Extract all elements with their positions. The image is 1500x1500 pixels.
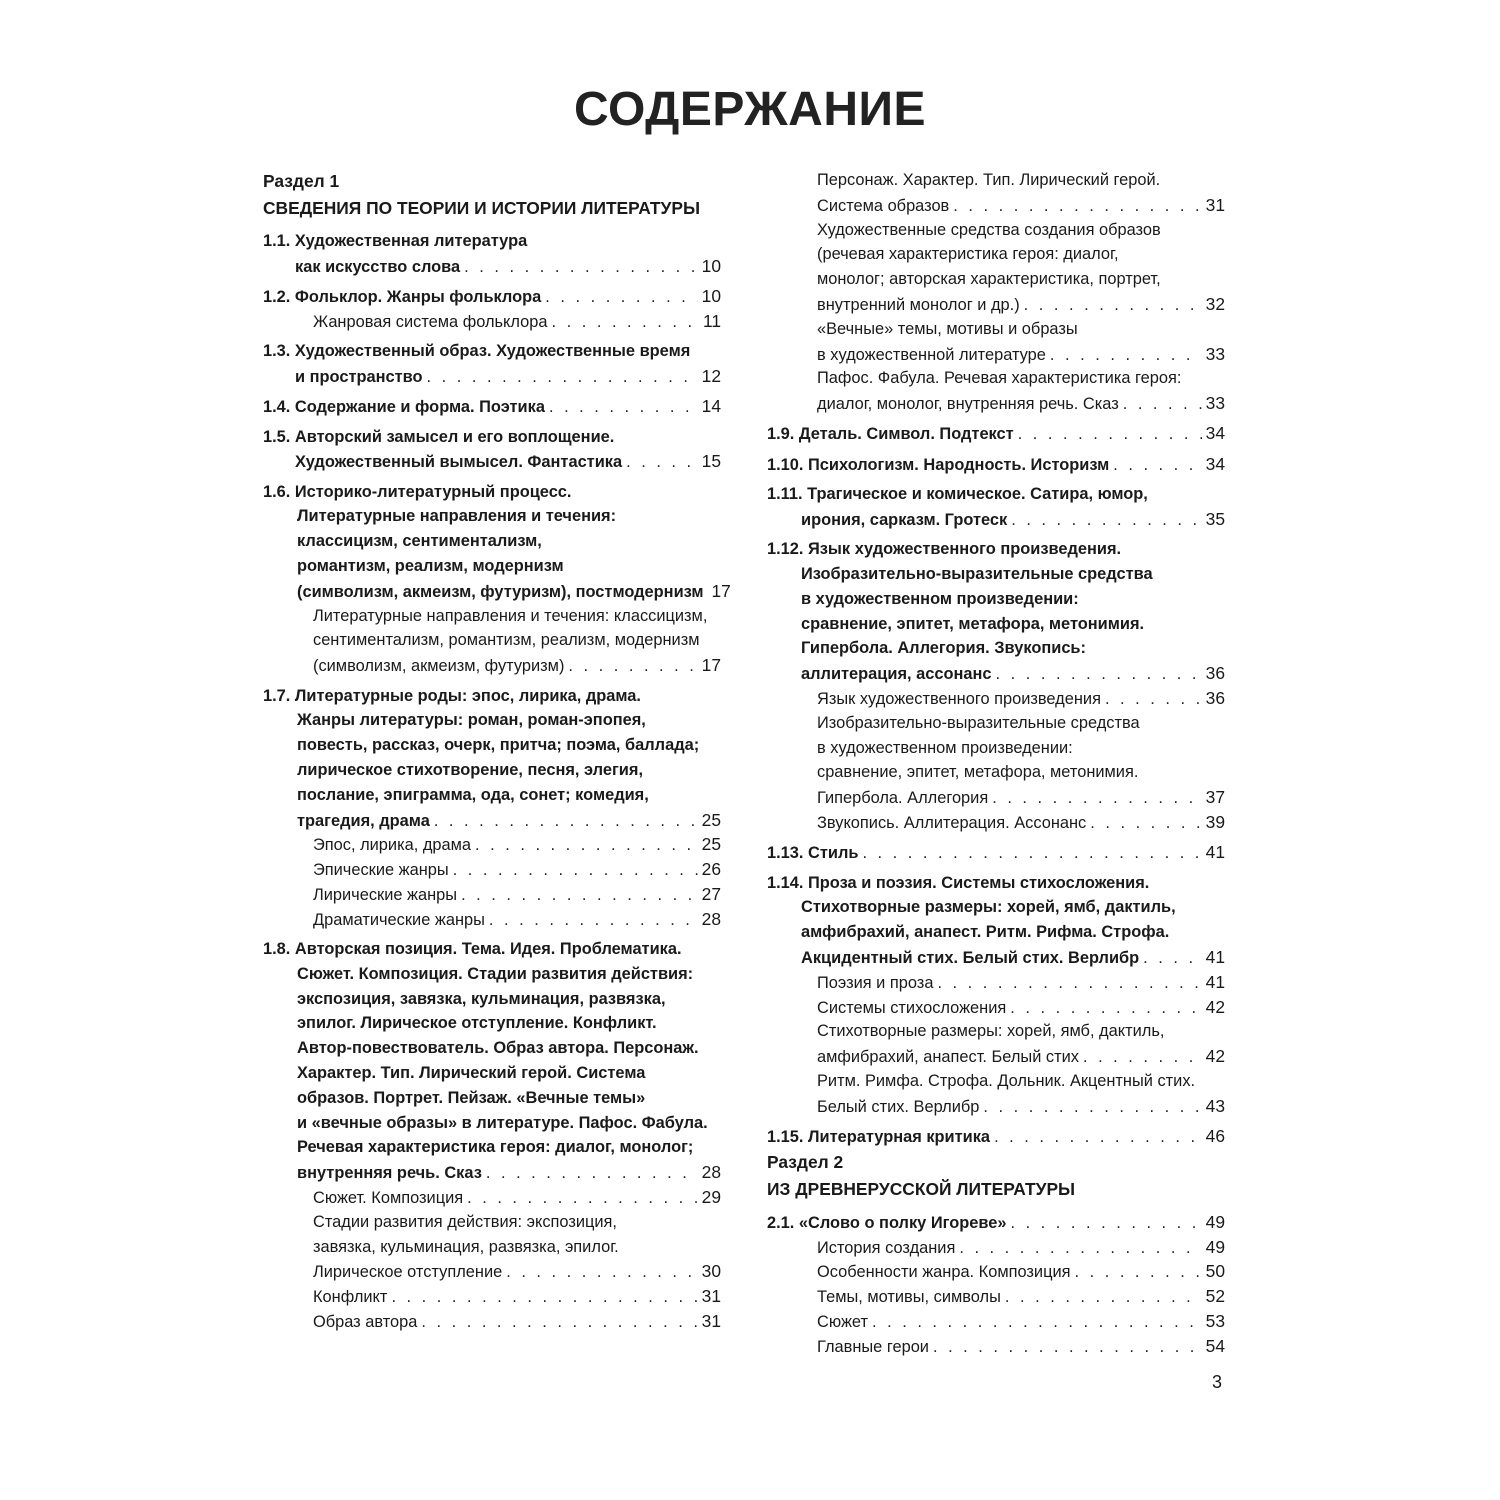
entry-text: Особенности жанра. Композиция [817, 1263, 1071, 1282]
section-title: СВЕДЕНИЯ ПО ТЕОРИИ И ИСТОРИИ ЛИТЕРАТУРЫ [263, 198, 700, 218]
dot-leader [626, 450, 698, 475]
entry-text: послание, эпиграмма, ода, сонет; комедия, [297, 785, 649, 804]
entry-text: (символизм, акмеизм, футуризм) [313, 657, 565, 676]
toc-entry[interactable] [263, 284, 721, 309]
dot-leader [1011, 508, 1201, 533]
entry-text: трагедия, драма [297, 811, 430, 830]
entry-text: Автор-повествователь. Образ автора. Персонаж. [297, 1039, 699, 1058]
dot-leader [1010, 996, 1201, 1021]
entry-text: эпилог. Лирическое отступление. Конфликт. [297, 1014, 657, 1033]
entry-text: Образ автора [313, 1312, 418, 1331]
dot-leader [421, 1310, 697, 1335]
dot-leader [959, 1236, 1201, 1261]
toc-entry[interactable] [263, 937, 721, 1185]
dot-leader [1090, 811, 1201, 836]
page-ref: 41 [1205, 842, 1225, 863]
page-ref: 41 [1205, 946, 1225, 967]
entry-text: Литературные направления и течения: классицизм, [313, 606, 708, 625]
entry-text: Акцидентный стих. Белый стих. Верлибр [801, 948, 1140, 967]
dot-leader [1018, 422, 1202, 447]
dot-leader [862, 841, 1201, 866]
page-ref: 53 [1205, 1310, 1225, 1331]
entry-text: 1.14. Проза и поэзия. Системы стихосложения. [767, 873, 1150, 892]
entry-text: образов. Портрет. Пейзаж. «Вечные темы» [297, 1088, 646, 1107]
entry-text: монолог; авторская характеристика, портрет, [817, 270, 1161, 289]
dot-leader [1143, 946, 1201, 971]
section-heading [263, 168, 721, 229]
entry-text: Изобразительно-выразительные средства [817, 713, 1140, 732]
page-number: 3 [1212, 1372, 1223, 1392]
entry-text: Пафос. Фабула. Речевая характеристика героя: [817, 369, 1182, 388]
dot-leader [953, 194, 1201, 219]
entry-text: Стихотворные размеры: хорей, ямб, дактиль, [801, 898, 1176, 917]
entry-text: Главные герои [817, 1337, 929, 1356]
dot-leader [545, 285, 697, 310]
page-ref: 39 [1205, 811, 1225, 832]
page-ref: 28 [701, 908, 721, 929]
entry-text: Конфликт [313, 1288, 388, 1307]
toc-entry[interactable] [263, 394, 721, 419]
page-ref: 54 [1205, 1335, 1225, 1356]
dot-leader [427, 365, 698, 390]
entry-text: как искусство слова [295, 257, 461, 276]
dot-leader [475, 833, 698, 858]
entry-text: амфибрахий, анапест. Ритм. Рифма. Строфа. [801, 923, 1170, 942]
entry-text: внутренняя речь. Сказ [297, 1164, 482, 1183]
section-label: Раздел 2 [767, 1151, 844, 1172]
toc-subentry[interactable] [263, 1210, 721, 1284]
toc-subentry[interactable] [263, 604, 721, 678]
page-ref: 12 [701, 365, 721, 386]
dot-leader [933, 1335, 1202, 1360]
toc-subentry[interactable] [767, 168, 1225, 218]
entry-text: аллитерация, ассонанс [801, 665, 992, 684]
toc-right-column [767, 168, 1225, 1359]
toc-entry[interactable] [263, 425, 721, 475]
toc-subentry[interactable] [263, 1185, 721, 1210]
dot-leader [1075, 1260, 1202, 1285]
dot-leader [568, 654, 697, 679]
page-ref: 36 [1205, 687, 1225, 708]
entry-text: 1.9. Деталь. Символ. Подтекст [767, 425, 1014, 444]
dot-leader [1105, 687, 1202, 712]
page-ref: 36 [1205, 663, 1225, 684]
page-ref: 10 [701, 255, 721, 276]
entry-text: 1.4. Содержание и форма. Поэтика [263, 398, 545, 417]
entry-text: Художественные средства создания образов [817, 220, 1161, 239]
toc-entry[interactable] [263, 229, 721, 279]
entry-text: сравнение, эпитет, метафора, метонимия. [801, 614, 1145, 633]
page-ref: 49 [1205, 1236, 1225, 1257]
toc-entry[interactable] [263, 339, 721, 389]
section-heading [767, 1149, 1225, 1210]
entry-text: в художественном произведении: [801, 589, 1079, 608]
dot-leader [461, 883, 698, 908]
entry-text: Художественный вымысел. Фантастика [295, 453, 623, 472]
entry-text: 1.12. Язык художественного произведения. [767, 540, 1122, 559]
dot-leader [992, 786, 1201, 811]
page-ref: 30 [701, 1261, 721, 1282]
page-ref: 25 [701, 809, 721, 830]
toc-subentry[interactable] [767, 810, 1225, 835]
entry-text: Эпические жанры [313, 861, 449, 880]
toc-subentry[interactable] [263, 832, 721, 857]
entry-text: Поэзия и проза [817, 973, 934, 992]
entry-text: Белый стих. Верлибр [817, 1097, 980, 1116]
entry-text: Стихотворные размеры: хорей, ямб, дактиль, [817, 1022, 1165, 1041]
entry-text: Гипербола. Аллегория [817, 789, 989, 808]
toc-entry[interactable] [767, 871, 1225, 970]
entry-text: внутренний монолог и др.) [817, 295, 1020, 314]
page-ref: 52 [1205, 1286, 1225, 1307]
dot-leader [1010, 1211, 1201, 1236]
toc-left-column [263, 168, 731, 1334]
dot-leader [1005, 1285, 1202, 1310]
entry-text: повесть, рассказ, очерк, притча; поэма, баллада; [297, 736, 700, 755]
entry-text: 1.1. Художественная литература [263, 232, 528, 250]
toc-subentry[interactable] [263, 1284, 721, 1309]
entry-text: Персонаж. Характер. Тип. Лирический герой. [817, 171, 1161, 189]
entry-text: 1.2. Фольклор. Жанры фольклора [263, 288, 542, 307]
dot-leader [994, 1125, 1202, 1150]
toc-entry[interactable] [767, 452, 1225, 477]
toc-subentry[interactable] [263, 882, 721, 907]
entry-text: амфибрахий, анапест. Белый стих [817, 1048, 1079, 1067]
page-ref: 28 [701, 1162, 721, 1183]
entry-text: 1.3. Художественный образ. Художественные время [263, 342, 691, 361]
page-ref: 10 [701, 286, 721, 307]
entry-text: Изобразительно-выразительные средства [801, 564, 1153, 583]
entry-text: Гипербола. Аллегория. Звукопись: [801, 639, 1086, 658]
entry-text: и пространство [295, 367, 423, 386]
toc-subentry[interactable] [767, 686, 1225, 711]
toc-entry[interactable] [767, 537, 1225, 686]
entry-text: сентиментализм, романтизм, реализм, модернизм [313, 631, 700, 650]
page-ref: 15 [701, 451, 721, 472]
toc-subentry[interactable] [767, 711, 1225, 810]
dot-leader [872, 1310, 1202, 1335]
page-ref: 17 [701, 655, 721, 676]
page-ref: 49 [1205, 1211, 1225, 1232]
page-ref: 33 [1205, 393, 1225, 414]
entry-text: «Вечные» темы, мотивы и образы [817, 319, 1078, 338]
entry-text: Звукопись. Аллитерация. Ассонанс [817, 813, 1087, 832]
section-label: Раздел 1 [263, 171, 340, 191]
page-ref: 50 [1205, 1261, 1225, 1282]
page-ref: 11 [702, 310, 721, 331]
entry-text: завязка, кульминация, развязка, эпилог. [313, 1237, 619, 1256]
dot-leader [391, 1285, 697, 1310]
entry-text: 1.6. Историко-литературный процесс. [263, 482, 572, 501]
page-ref: 27 [701, 883, 721, 904]
entry-text: 1.5. Авторский замысел и его воплощение. [263, 427, 615, 446]
page-ref: 42 [1205, 996, 1225, 1017]
toc-subentry[interactable] [767, 317, 1225, 367]
entry-text: Сюжет. Композиция. Стадии развития действия: [297, 964, 694, 983]
dot-leader [1083, 1045, 1202, 1070]
toc-entry[interactable] [263, 684, 721, 833]
dot-leader [983, 1095, 1201, 1120]
page-ref: 37 [1205, 787, 1225, 808]
toc-entry[interactable] [767, 840, 1225, 865]
dot-leader [1024, 293, 1202, 318]
toc-subentry[interactable] [767, 366, 1225, 416]
entry-text: ирония, сарказм. Гротеск [801, 510, 1008, 529]
toc-entry[interactable] [767, 1210, 1225, 1235]
entry-text: сравнение, эпитет, метафора, метонимия. [817, 763, 1139, 782]
entry-text: История создания [817, 1238, 956, 1257]
dot-leader [434, 809, 698, 834]
entry-text: 1.13. Стиль [767, 844, 859, 863]
toc-subentry[interactable] [263, 857, 721, 882]
toc-subentry[interactable] [767, 1235, 1225, 1260]
dot-leader [467, 1186, 698, 1211]
entry-text: Лирическое отступление [313, 1263, 503, 1282]
toc-subentry[interactable] [767, 1284, 1225, 1309]
entry-text: Сюжет [817, 1312, 868, 1331]
toc-entry[interactable] [767, 482, 1225, 532]
dot-leader [1113, 453, 1201, 478]
dot-leader [486, 1161, 698, 1186]
section-title: ИЗ ДРЕВНЕРУССКОЙ ЛИТЕРАТУРЫ [767, 1178, 1076, 1199]
page-ref: 31 [1205, 194, 1225, 215]
toc-subentry[interactable] [263, 309, 721, 334]
entry-text: Речевая характеристика героя: диалог, монолог; [297, 1138, 694, 1157]
entry-text: Характер. Тип. Лирический герой. Система [297, 1064, 646, 1082]
entry-text: романтизм, реализм, модернизм [297, 557, 564, 576]
page-ref: 43 [1205, 1095, 1225, 1116]
toc-subentry[interactable] [767, 1334, 1225, 1359]
page-ref: 31 [701, 1286, 721, 1307]
dot-leader [453, 858, 698, 883]
toc-subentry[interactable] [767, 1259, 1225, 1284]
toc-subentry[interactable] [263, 907, 721, 932]
entry-text: экспозиция, завязка, кульминация, развязка, [297, 989, 666, 1008]
dot-leader [937, 971, 1201, 996]
entry-text: Ритм. Римфа. Строфа. Дольник. Акцентный стих. [817, 1071, 1196, 1090]
entry-text: Жанровая система фольклора [313, 312, 548, 331]
page-ref: 17 [711, 580, 731, 601]
entry-text: 1.10. Психологизм. Народность. Историзм [767, 455, 1110, 474]
dot-leader [552, 310, 699, 335]
entry-text: классицизм, сентиментализм, [297, 532, 542, 551]
page-ref: 41 [1205, 971, 1225, 992]
page-title: СОДЕРЖАНИЕ [574, 83, 926, 136]
toc-subentry[interactable] [767, 970, 1225, 995]
entry-text: в художественном произведении: [817, 738, 1073, 757]
toc-subentry[interactable] [767, 1069, 1225, 1119]
page-ref: 46 [1205, 1125, 1225, 1146]
toc-entry[interactable] [263, 480, 731, 604]
dot-leader [489, 908, 698, 933]
dot-leader [1123, 392, 1202, 417]
dot-leader [549, 395, 698, 420]
entry-text: Лирические жанры [313, 885, 458, 904]
page-ref: 29 [701, 1186, 721, 1207]
entry-text: 1.7. Литературные роды: эпос, лирика, драма. [263, 686, 641, 705]
dot-leader [1050, 343, 1202, 368]
entry-text: Система образов [817, 196, 950, 215]
entry-text: (символизм, акмеизм, футуризм), постмодернизм [297, 582, 704, 601]
page-ref: 34 [1205, 453, 1225, 474]
page-ref: 33 [1205, 343, 1225, 364]
entry-text: Сюжет. Композиция [313, 1188, 464, 1207]
toc-subentry[interactable] [767, 1309, 1225, 1334]
toc-subentry[interactable] [263, 1309, 721, 1334]
entry-text: Темы, мотивы, символы [817, 1288, 1001, 1307]
page-ref: 26 [701, 859, 721, 880]
entry-text: Системы стихосложения [817, 998, 1007, 1017]
entry-text: лирическое стихотворение, песня, элегия, [297, 760, 643, 779]
entry-text: 1.11. Трагическое и комическое. Сатира, юмор, [767, 485, 1148, 504]
dot-leader [506, 1260, 697, 1285]
toc-subentry[interactable] [767, 1019, 1225, 1069]
page-ref: 31 [701, 1310, 721, 1331]
page-ref: 42 [1205, 1046, 1225, 1067]
entry-text: Литературные направления и течения: [297, 507, 617, 526]
page-ref: 35 [1205, 508, 1225, 529]
page-ref: 14 [701, 396, 721, 417]
entry-text: Эпос, лирика, драма [313, 836, 472, 855]
toc-entry[interactable] [767, 421, 1225, 446]
entry-text: 2.1. «Слово о полку Игореве» [767, 1213, 1007, 1232]
entry-text: Язык художественного произведения [817, 689, 1101, 708]
page-ref: 34 [1205, 423, 1225, 444]
entry-text: диалог, монолог, внутренняя речь. Сказ [817, 395, 1119, 414]
entry-text: Стадии развития действия: экспозиция, [313, 1212, 617, 1231]
entry-text: (речевая характеристика героя: диалог, [817, 245, 1119, 264]
entry-text: в художественной литературе [817, 345, 1046, 364]
toc-subentry[interactable] [767, 218, 1225, 317]
dot-leader [996, 662, 1202, 687]
entry-text: 1.15. Литературная критика [767, 1127, 991, 1146]
entry-text: и «вечные образы» в литературе. Пафос. Фабула. [297, 1113, 708, 1132]
entry-text: Драматические жанры [313, 910, 485, 929]
entry-text: 1.8. Авторская позиция. Тема. Идея. Проблематика. [263, 940, 682, 959]
entry-text: Жанры литературы: роман, роман-эпопея, [297, 711, 646, 730]
toc-entry[interactable] [767, 1124, 1225, 1149]
dot-leader [464, 255, 697, 280]
page-ref: 25 [701, 834, 721, 855]
page-ref: 32 [1205, 293, 1225, 314]
toc-subentry[interactable] [767, 995, 1225, 1020]
